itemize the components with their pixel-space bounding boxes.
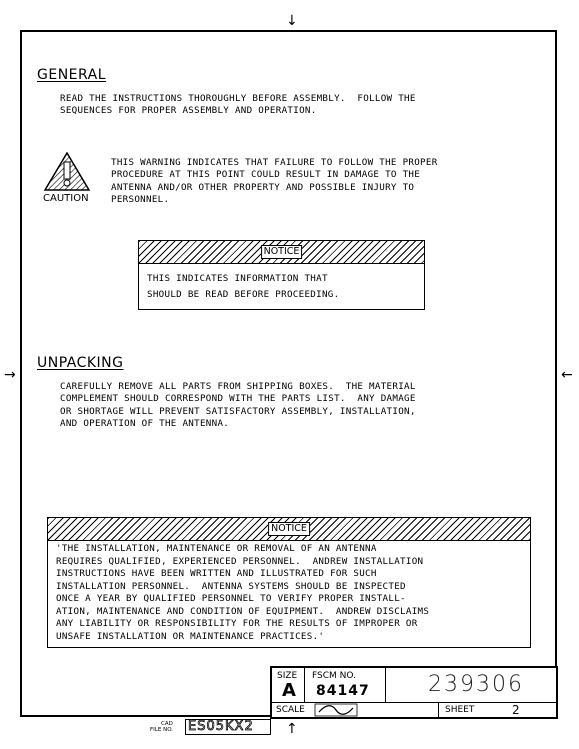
caution-label: CAUTION bbox=[43, 193, 89, 204]
scale-label: SCALE bbox=[276, 705, 305, 715]
left-center-arrow-icon: → bbox=[4, 367, 16, 383]
sheet-label: SHEET bbox=[445, 705, 475, 715]
size-label: SIZE bbox=[277, 671, 298, 681]
cad-file-box bbox=[185, 719, 271, 735]
caution-text: THIS WARNING INDICATES THAT FAILURE TO FOLLOW THE PROPER PROCEDURE AT THIS POINT COULD RESULT IN DAMAGE TO THE ANTENNA AND/OR OTHER PROPERTY AND POSSIBLE INJURY TO PERSONNEL. bbox=[111, 157, 438, 206]
general-heading: GENERAL bbox=[37, 67, 107, 83]
notice-text: 'THE INSTALLATION, MAINTENANCE OR REMOVAL OF AN ANTENNA REQUIRES QUALIFIED, EXPERIENCED PERSONNEL. ANDREW INSTALLATION INSTRUCTIONS HAVE BEEN WRITTEN AND ILLUSTRATED FOR SUCH INSTALLATION PERSONNEL. ANTENNA SYSTEMS SHOULD BE INSPECTED ONCE A YEAR BY QUALIFIED PERSONNEL TO VERIFY PROPER INSTALL- ATION, MAINTENANCE AND CONDITION OF EQUIPMENT. ANDREW DISCLAIMS ANY LIABILITY OR RESPONSIBILITY FOR THE RESULTS OF IMPROPER OR UNSAFE INSTALLATION OR MAINTENANCE PRACTICES.' bbox=[56, 543, 430, 642]
unpacking-text: CAREFULLY REMOVE ALL PARTS FROM SHIPPING BOXES. THE MATERIAL COMPLEMENT SHOULD CORRESPOND WITH THE PARTS LIST. ANY DAMAGE OR SHORTAGE WILL PREVENT SATISFACTORY ASSEMBLY, INSTALLATION, AND OPERATION OF THE ANTENNA. bbox=[60, 381, 416, 430]
notice-header-hatch bbox=[139, 241, 424, 264]
fscm-value: 84147 bbox=[316, 683, 370, 699]
size-value: A bbox=[282, 680, 296, 701]
general-text: READ THE INSTRUCTIONS THOROUGHLY BEFORE ASSEMBLY. FOLLOW THE SEQUENCES FOR PROPER ASSEMBLY AND OPERATION. bbox=[60, 93, 416, 117]
title-block bbox=[270, 666, 558, 719]
bottom-center-arrow-icon: ↑ bbox=[286, 721, 298, 737]
cad-label-top: CAD bbox=[161, 721, 173, 727]
notice-box-1 bbox=[138, 240, 425, 310]
cad-label-bottom: FILE NO. bbox=[150, 727, 174, 733]
notice-text: THIS INDICATES INFORMATION THAT SHOULD BE READ BEFORE PROCEEDING. bbox=[147, 273, 340, 300]
notice-box-2 bbox=[47, 517, 531, 648]
notice-header-hatch bbox=[48, 518, 530, 541]
right-center-arrow-icon: ← bbox=[561, 367, 573, 383]
cad-file-value: ES05KX2 bbox=[188, 719, 254, 734]
notice-label: NOTICE bbox=[268, 522, 310, 536]
scale-none-symbol-icon bbox=[314, 703, 358, 717]
sheet-value: 2 bbox=[512, 703, 520, 717]
fscm-label: FSCM NO. bbox=[312, 671, 356, 681]
unpacking-heading: UNPACKING bbox=[37, 355, 124, 371]
notice-label: NOTICE bbox=[261, 245, 303, 259]
top-center-arrow-icon: ↓ bbox=[286, 13, 298, 29]
drawing-number: 239306 bbox=[428, 672, 524, 697]
